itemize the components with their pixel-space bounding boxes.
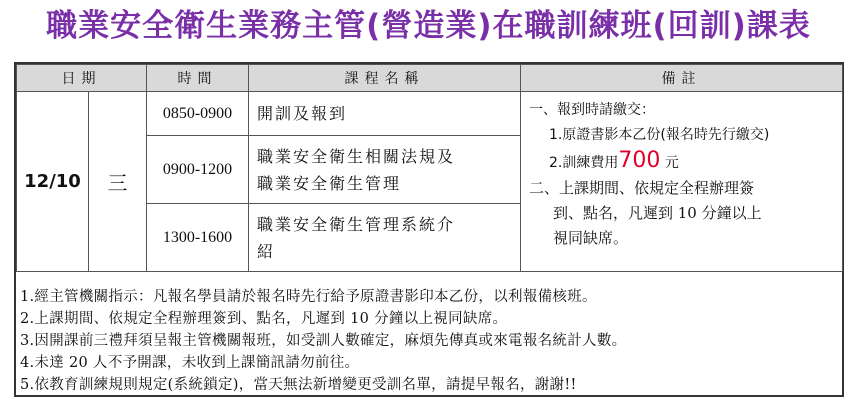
header-course: 課程名稱 [249,65,521,92]
date-cell: 12/10 [17,92,89,272]
note-item1-sub2 [529,148,836,176]
course-line: 職業安全衛生相關法規及 [257,146,456,166]
condition-item: 5.依教育訓練規則規定(系統鎖定)，當天無法新增變更受訓名單，請提早報名，謝謝!! [20,377,577,393]
header-note: 備註 [521,65,843,92]
note-item1-sub1: 1.原證書影本乙份(報名時先行繳交) [549,127,770,143]
condition-item: 4.未達 20 人不予開課，未收到上課簡訊請勿前往。 [20,355,360,371]
note-cell [521,92,843,272]
page-title: 職業安全衛生業務主管(營造業)在職訓練班(回訓)課表 [46,8,811,44]
note-item2-line2: 到、點名，凡遲到 10 分鐘以上 [553,204,762,222]
schedule-table [16,64,843,272]
note-item1-title: 一、報到時請繳交： [529,102,655,118]
time-cell: 0900-1200 [147,136,249,204]
course-line: 開訓及報到 [257,104,348,123]
note-item2-line3: 視同缺席。 [553,229,629,247]
time-cell: 1300-1600 [147,204,249,272]
schedule-frame [14,62,844,397]
course-line: 紹 [257,241,276,261]
condition-item: 1.經主管機關指示：凡報名學員請於報名時先行給予原證書影印本乙份，以利報備核班。 [20,289,597,305]
course-line: 職業安全衛生管理系統介 [257,214,456,234]
table-row [17,92,843,136]
condition-item: 3.因開課前三禮拜須呈報主管機關報班，如受訓人數確定，麻煩先傳真或來電報名統計人數。 [20,333,627,349]
condition-item: 2.上課期間、依規定全程辦理簽到、點名，凡遲到 10 分鐘以上視同缺席。 [20,311,508,327]
course-cell [249,136,521,204]
table-header-row [17,65,843,92]
weekday-cell: 三 [89,92,147,272]
header-time: 時間 [147,65,249,92]
course-cell [249,204,521,272]
conditions-list [20,286,840,396]
time-cell: 0850-0900 [147,92,249,136]
fee-label: 2.訓練費用 [549,155,619,171]
note-item2-line1: 二、上課期間、依規定全程辦理簽 [529,179,755,197]
header-date: 日期 [17,65,147,92]
course-cell [249,92,521,136]
fee-amount: 700 [618,148,661,173]
course-line: 職業安全衛生管理 [257,173,402,193]
fee-unit: 元 [664,155,679,171]
